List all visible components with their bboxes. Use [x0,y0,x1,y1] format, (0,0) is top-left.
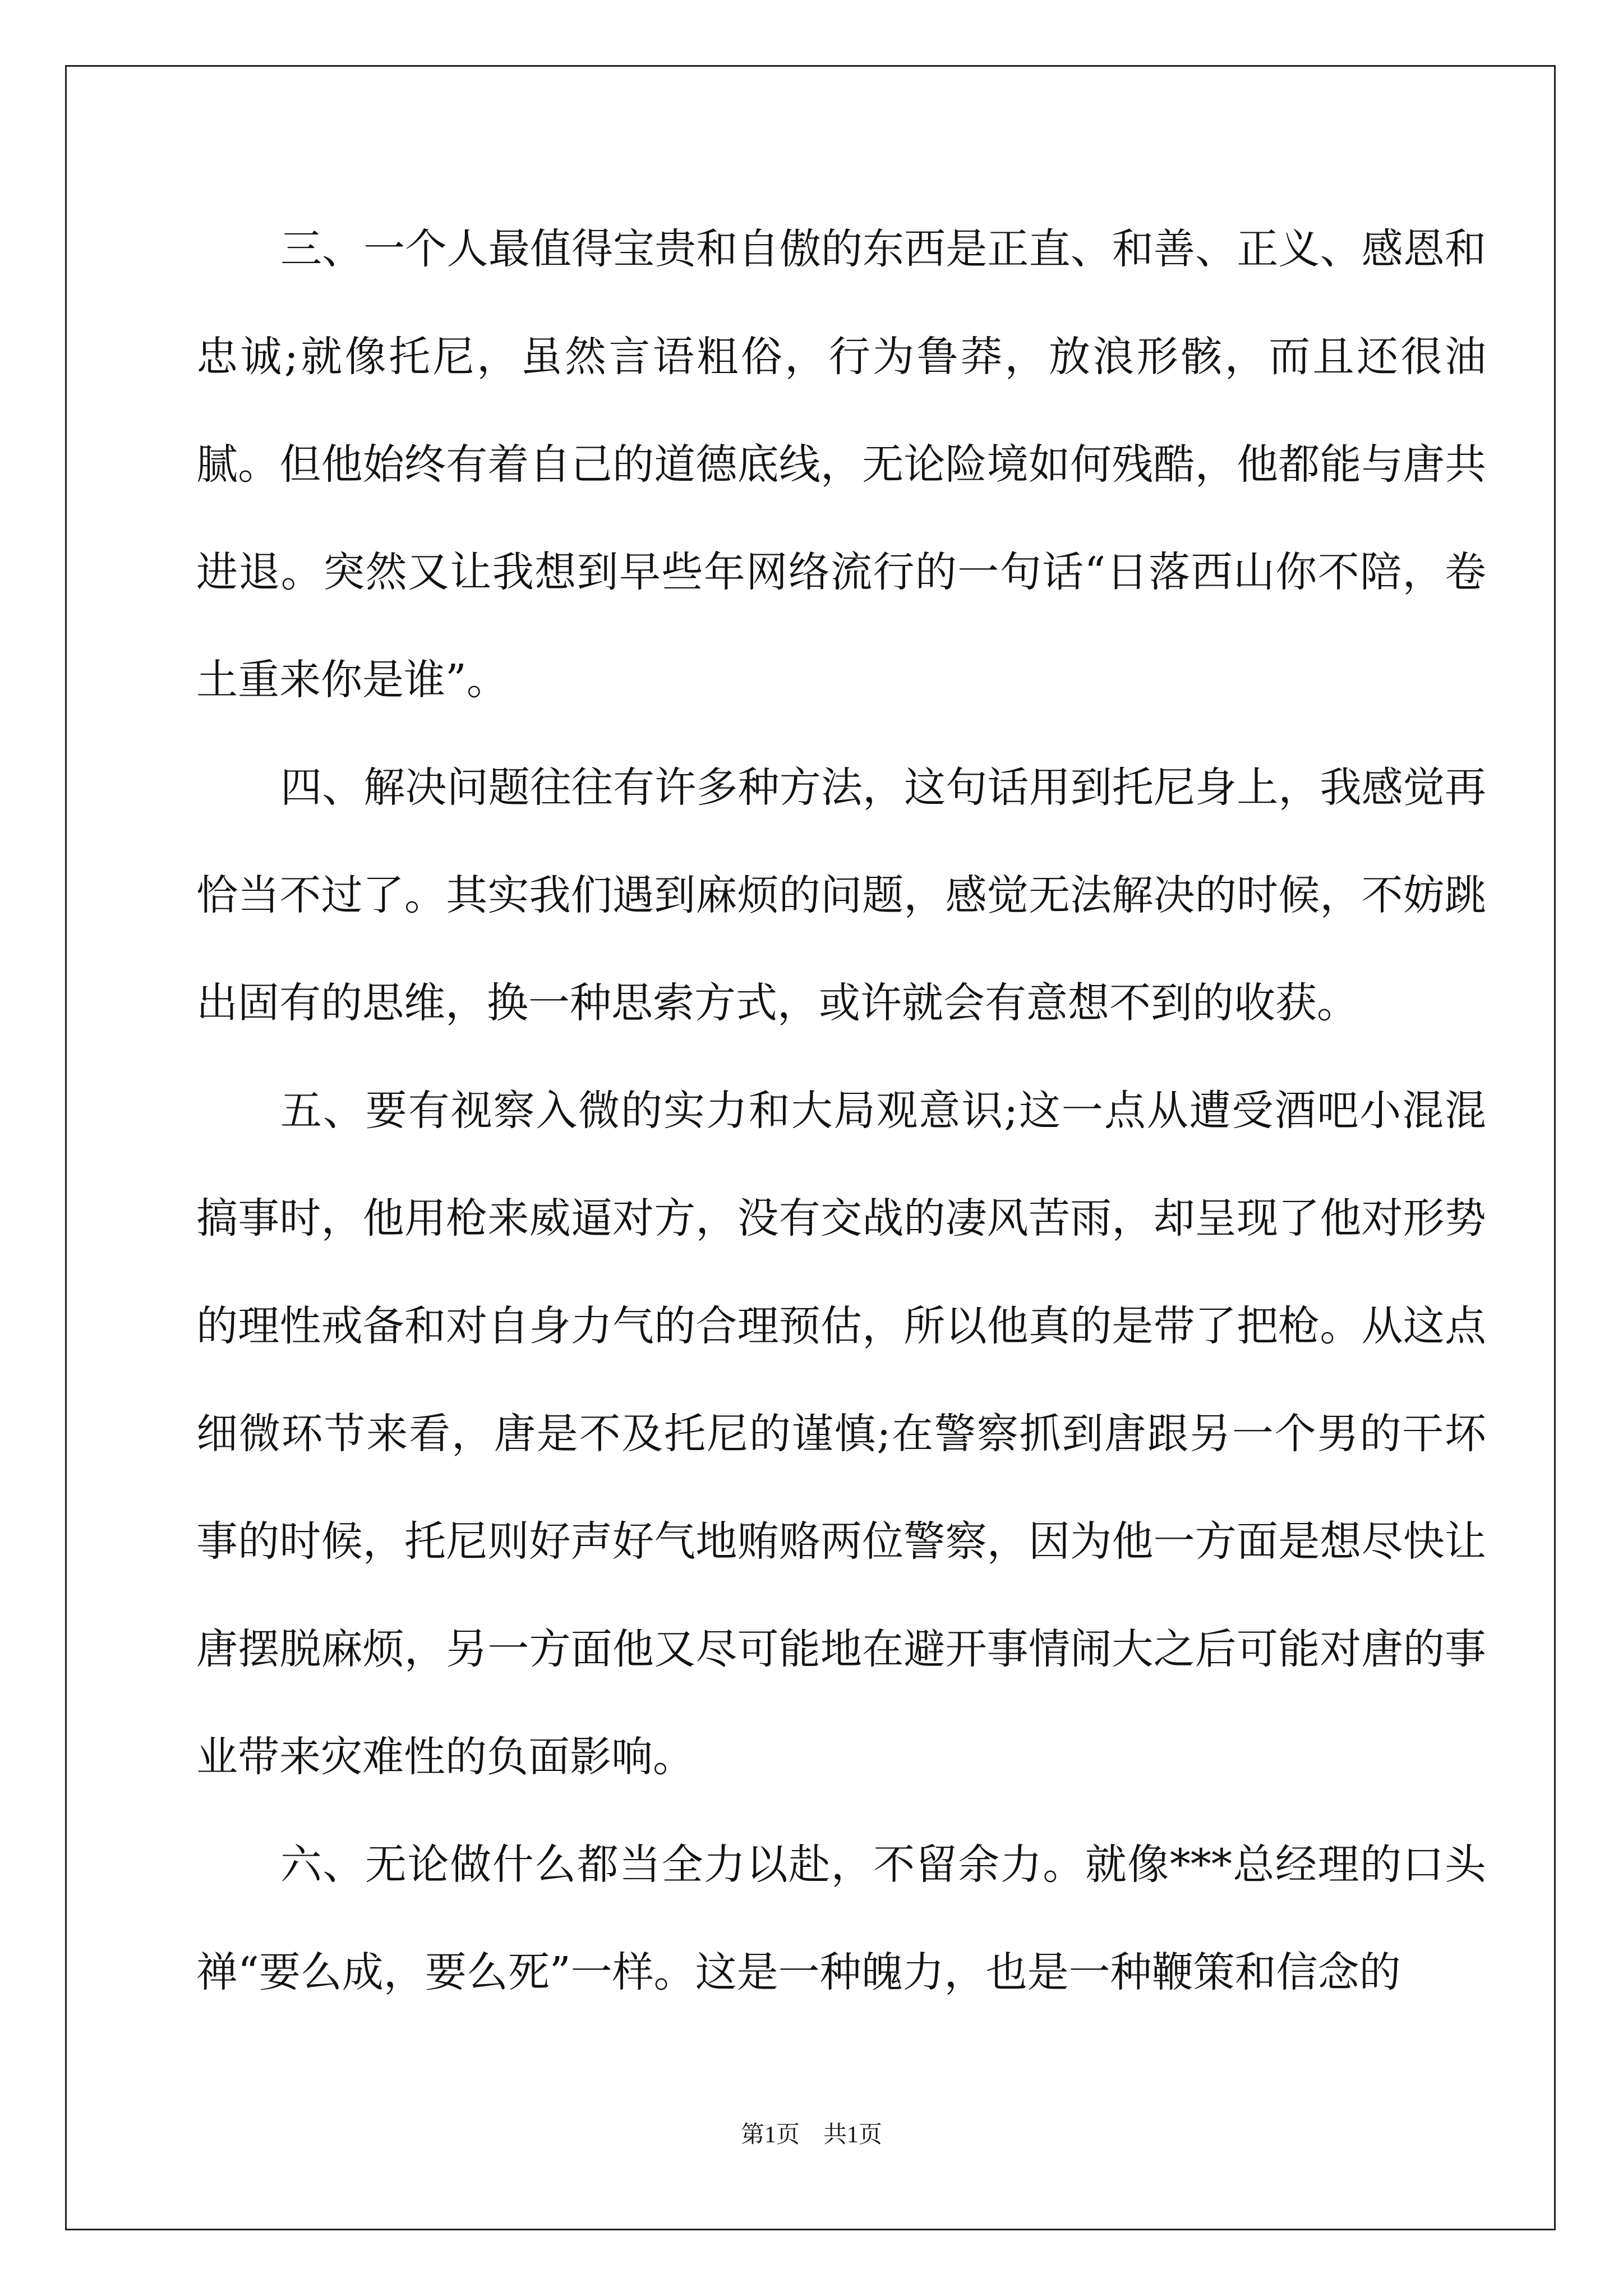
paragraph-4: 四、解决问题往往有许多种方法，这句话用到托尼身上，我感觉再恰当不过了。其实我们遇到麻烦的问题，感觉无法解决的时候，不妨跳出固有的思维，换一种思索方式，或许就会有意想不到的收获。 [196,763,1486,1027]
page-number-footer: 第1页 共1页 [740,2122,882,2148]
paragraph-6: 六、无论做什么都当全力以赴，不留余力。就像***总经理的口头禅“要么成，要么死”一样。这是一种魄力，也是一种鞭策和信念的 [196,1841,1486,1996]
paragraph-5: 五、要有视察入微的实力和大局观意识;这一点从遭受酒吧小混混搞事时，他用枪来威逼对方，没有交战的凄风苦雨，却呈现了他对形势的理性戒备和对自身力气的合理预估，所以他真的是带了把枪。从这点细微环节来看，唐是不及托尼的谨慎;在警察抓到唐跟另一个男的干坏事的时候，托尼则好声好气地贿赂两位警察，因为他一方面是想尽快让唐摆脱麻烦，另一方面他又尽可能地在避开事情闹大之后可能对唐的事业带来灾难性的负面影响。 [196,1087,1486,1781]
paragraph-3: 三、一个人最值得宝贵和自傲的东西是正直、和善、正义、感恩和忠诚;就像托尼，虽然言语粗俗，行为鲁莽，放浪形骸，而且还很油腻。但他始终有着自己的道德底线，无论险境如何残酷，他都能与唐共进退。突然又让我想到早些年网络流行的一句话“日落西山你不陪，卷土重来你是谁”。 [196,225,1486,704]
document-body [196,195,1486,2026]
